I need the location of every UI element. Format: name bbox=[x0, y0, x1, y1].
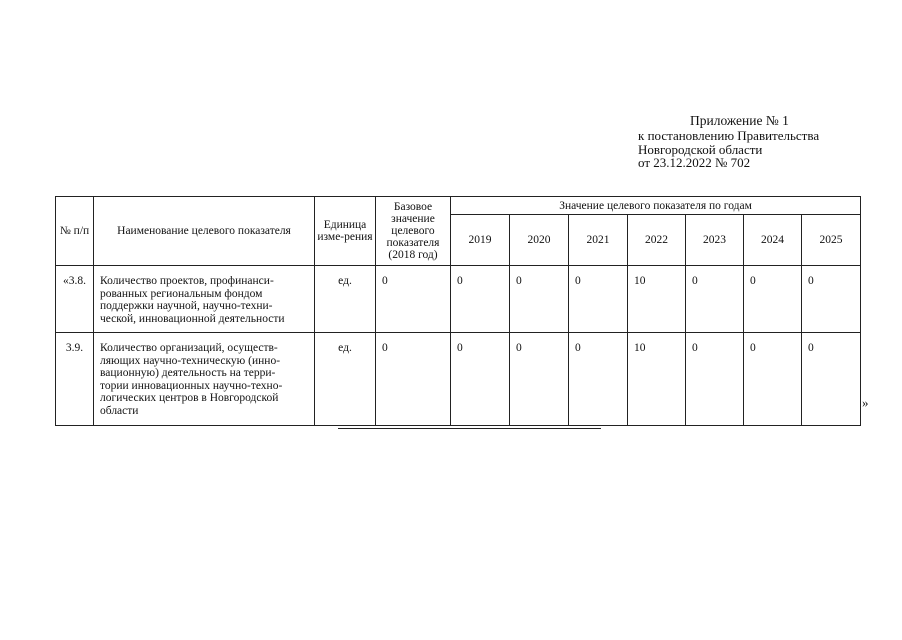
indicator-name-line: логических центров в Новгородской bbox=[100, 392, 279, 404]
year-value-cell: 0 bbox=[569, 266, 628, 333]
header-year: 2022 bbox=[628, 215, 686, 266]
footer-divider bbox=[338, 428, 601, 429]
year-value-cell: 0 bbox=[451, 333, 510, 426]
indicator-name-line: Количество проектов, профинанси- bbox=[100, 275, 274, 287]
header-year: 2025 bbox=[802, 215, 861, 266]
header-num: № п/п bbox=[56, 197, 94, 266]
indicator-name-line: ляющих научно-техническую (инно- bbox=[100, 354, 281, 367]
unit-cell: ед. bbox=[315, 266, 376, 333]
indicator-name-line: вационную) деятельность на терри- bbox=[100, 367, 276, 379]
base-value-cell: 0 bbox=[376, 333, 451, 426]
appendix-title: Приложение № 1 bbox=[690, 113, 789, 128]
indicator-name-line: области bbox=[100, 404, 139, 417]
table-row bbox=[56, 333, 861, 426]
year-value-cell: 10 bbox=[628, 266, 686, 333]
header-unit: Единица изме-рения bbox=[315, 197, 376, 266]
header-year: 2020 bbox=[510, 215, 569, 266]
year-value-cell: 0 bbox=[686, 266, 744, 333]
header-year: 2021 bbox=[569, 215, 628, 266]
header-year: 2019 bbox=[451, 215, 510, 266]
table-row bbox=[56, 266, 861, 333]
indicator-name-line: рованных региональным фондом bbox=[100, 287, 263, 300]
year-value-cell: 0 bbox=[744, 333, 802, 426]
year-value-cell: 0 bbox=[744, 266, 802, 333]
row-number: 3.9. bbox=[56, 333, 94, 426]
year-value-cell: 0 bbox=[510, 266, 569, 333]
appendix-line: к постановлению Правительства bbox=[638, 128, 820, 143]
header-year: 2023 bbox=[686, 215, 744, 266]
appendix-line: от 23.12.2022 № 702 bbox=[638, 155, 751, 170]
appendix-line: Новгородской области bbox=[638, 141, 763, 157]
year-value-cell: 0 bbox=[510, 333, 569, 426]
target-indicators-table bbox=[55, 196, 861, 426]
indicator-name bbox=[94, 266, 315, 333]
year-value-cell: 0 bbox=[569, 333, 628, 426]
unit-cell: ед. bbox=[315, 333, 376, 426]
base-value-cell: 0 bbox=[376, 266, 451, 333]
header-base-value: Базовое значение целевого показателя (2018 год) bbox=[376, 197, 451, 266]
header-year: 2024 bbox=[744, 215, 802, 266]
indicator-name-line: Количество организаций, осуществ- bbox=[100, 342, 278, 354]
row-number: «3.8. bbox=[56, 266, 94, 333]
indicator-name-line: ческой, инновационной деятельности bbox=[100, 312, 285, 325]
year-value-cell: 10 bbox=[628, 333, 686, 426]
indicator-name bbox=[94, 333, 315, 426]
appendix-subtitle bbox=[638, 129, 819, 170]
year-value-cell: 0 bbox=[802, 333, 861, 426]
year-value-cell: 0 bbox=[802, 266, 861, 333]
closing-quote: » bbox=[862, 395, 869, 410]
year-value-cell: 0 bbox=[451, 266, 510, 333]
year-value-cell: 0 bbox=[686, 333, 744, 426]
header-values-by-year: Значение целевого показателя по годам bbox=[451, 197, 861, 215]
indicator-name-line: тории инновационных научно-техно- bbox=[100, 379, 283, 392]
indicator-name-line: поддержки научной, научно-техни- bbox=[100, 300, 273, 312]
header-name: Наименование целевого показателя bbox=[94, 197, 315, 266]
